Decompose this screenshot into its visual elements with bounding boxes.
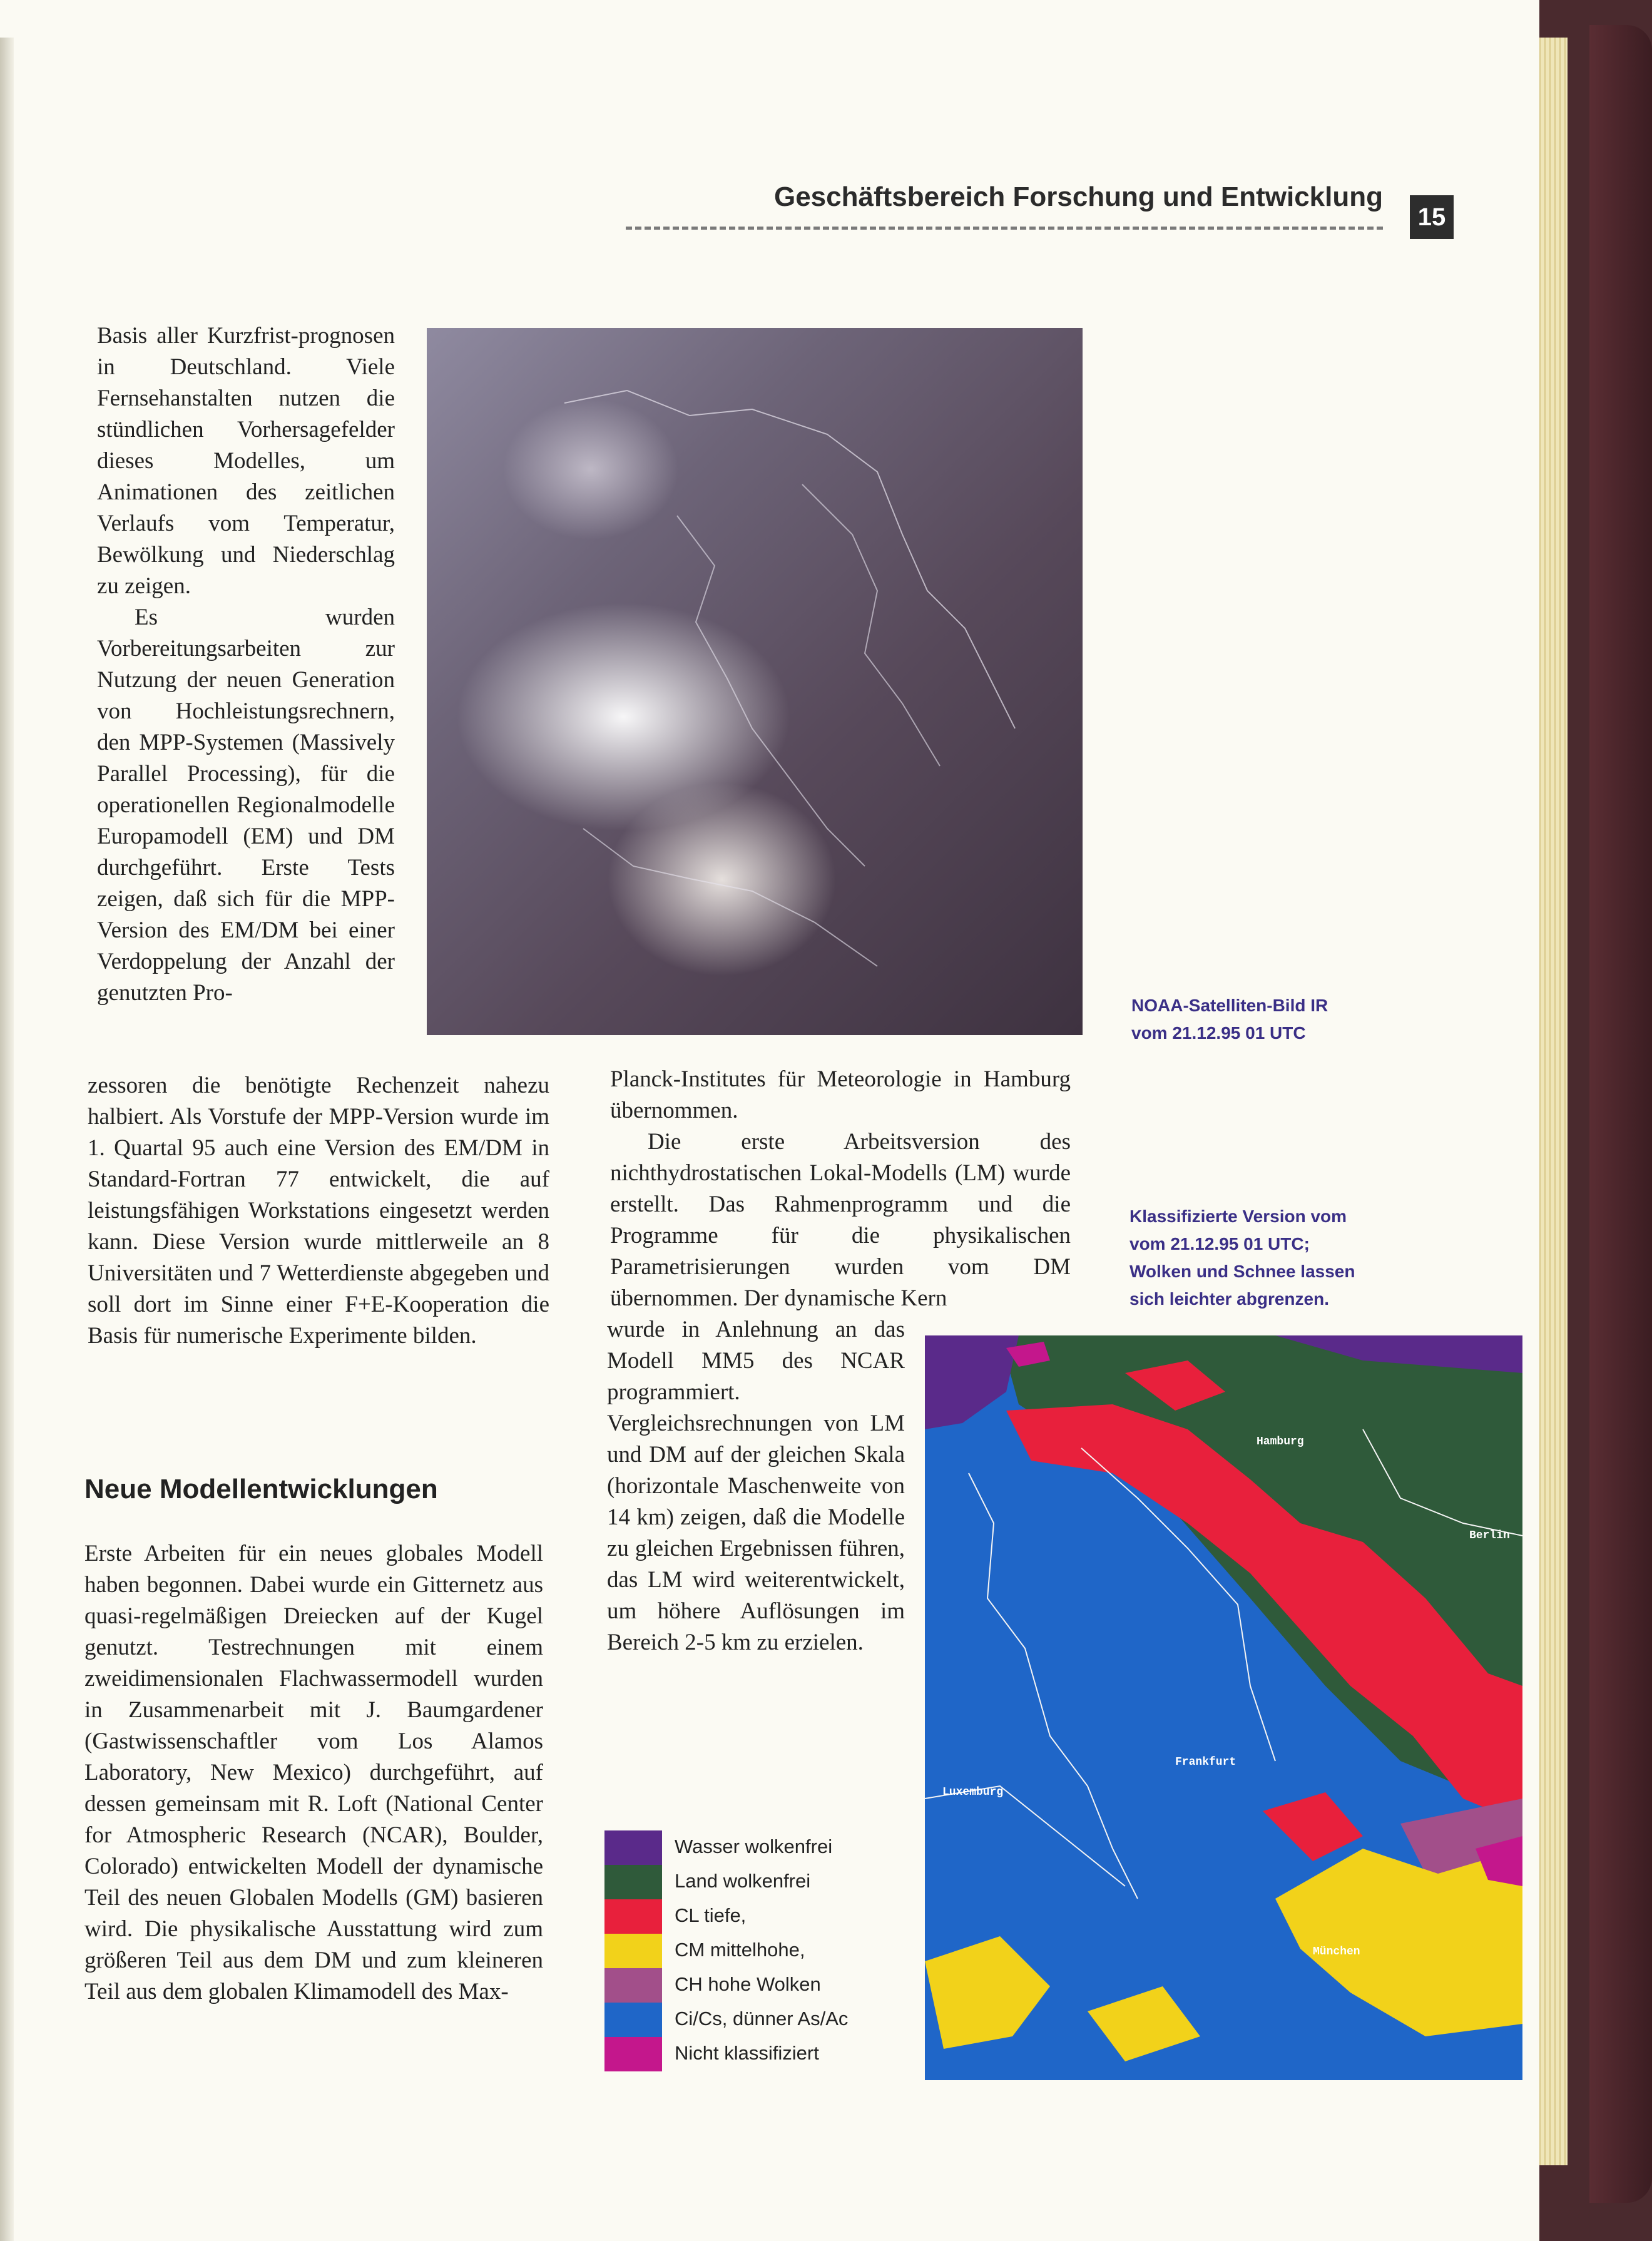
map-label-muenchen: München — [1313, 1946, 1360, 1958]
middle-column-top — [610, 1064, 1071, 1314]
legend-item — [604, 1899, 886, 1934]
paragraph: Planck-Institutes für Meteorologie in Hamburg übernommen. — [610, 1066, 1071, 1123]
caption-line: vom 21.12.95 01 UTC — [1131, 1023, 1306, 1043]
legend-item — [604, 1865, 886, 1899]
middle-column-bottom — [607, 1314, 905, 1658]
paragraph: Es wurden Vorbereitungsarbeiten zur Nutzung der neuen Generation von Hochleistungsrechnern, den MPP-Systemen (Massively Parallel Processing), für die operationellen Regionalmodelle Europamodell (EM) und DM durchgeführt. Erste Tests zeigen, daß sich für die MPP-Version des EM/DM bei einer Verdoppelung der Anzahl der genutzten Pro- — [97, 605, 395, 1006]
caption-line: Wolken und Schnee lassen — [1129, 1262, 1355, 1281]
left-column-top — [97, 320, 395, 1009]
legend-label: Land wolkenfrei — [675, 1870, 811, 1892]
classified-satellite-map — [925, 1335, 1522, 2080]
paragraph: Erste Arbeiten für ein neues globales Modell haben begonnen. Dabei wurde ein Gitternetz aus quasi-regelmäßigen Dreiecken auf der Kugel genutzt. Testrechnungen mit einem zweidimensionalen Flachwassermodell wurden in Zusammenarbeit mit J. Baumgardener (Gastwissenschaftler vom Los Alamos Laboratory, New Mexico) durchgeführt, auf dessen gemeinsam mit R. Loft (National Center for Atmospheric Research (NCAR), Boulder, Colorado) entwickelten Modell der dynamische Teil des neuen Globalen Modells (GM) basieren wird. Die physikalische Ausstattung wird zum größeren Teil aus dem DM und zum kleineren Teil aus dem globalen Klimamodell des Max- — [84, 1541, 543, 2004]
legend-item — [604, 2037, 886, 2071]
map-label-frankfurt: Frankfurt — [1175, 1756, 1236, 1769]
facing-page-edge — [0, 38, 14, 2241]
legend-swatch — [604, 1865, 662, 1899]
legend-swatch — [604, 1830, 662, 1865]
left-column-bottom — [84, 1538, 543, 2008]
legend-label: CM mittelhohe, — [675, 1939, 805, 1961]
legend-swatch — [604, 1934, 662, 1968]
header-dashed-rule — [626, 227, 1383, 230]
classified-caption — [1129, 1203, 1355, 1313]
legend-label: Wasser wolkenfrei — [675, 1835, 833, 1857]
legend-item — [604, 1968, 886, 2003]
map-label-luxemburg: Luxemburg — [942, 1786, 1004, 1799]
satellite-ir-image — [427, 328, 1083, 1035]
map-label-hamburg: Hamburg — [1257, 1436, 1304, 1448]
paragraph: Basis aller Kurzfrist-prognosen in Deutschland. Viele Fernsehanstalten nutzen die stündlichen Vorhersagefelder dieses Modelles, um Animationen des zeitlichen Verlaufs vom Temperatur, Bewölkung und Niederschlag zu zeigen. — [97, 323, 395, 599]
legend-swatch — [604, 1899, 662, 1934]
left-column-wide — [88, 1070, 549, 1352]
map-label-berlin: Berlin — [1469, 1529, 1510, 1542]
legend-item — [604, 1830, 886, 1865]
paragraph: wurde in Anlehnung an das Modell MM5 des NCAR programmiert. Vergleichsrechnungen von LM und DM auf der gleichen Skala (horizontale Maschenweite von 14 km) zeigen, daß die Modelle zu gleichen Ergebnissen führen, das LM wird weiterentwickelt, um höhere Auflösungen im Bereich 2-5 km zu erzielen. — [607, 1317, 905, 1655]
legend-swatch — [604, 2003, 662, 2037]
paragraph: Die erste Arbeitsversion des nichthydrostatischen Lokal-Modells (LM) wurde erstellt. Das Rahmenprogramm und die Programme für die physikalischen Parametrisierungen wurden vom DM übernommen. Der dynamische Kern — [610, 1129, 1071, 1311]
book-binding — [1589, 25, 1652, 2203]
legend-item — [604, 1934, 886, 1968]
caption-line: Klassifizierte Version vom — [1129, 1207, 1347, 1226]
section-heading: Neue Modellentwicklungen — [84, 1474, 438, 1504]
satellite-ir-caption — [1131, 992, 1328, 1047]
caption-line: vom 21.12.95 01 UTC; — [1129, 1234, 1310, 1253]
legend-item — [604, 2003, 886, 2037]
caption-line: NOAA-Satelliten-Bild IR — [1131, 996, 1328, 1015]
legend-label: Ci/Cs, dünner As/Ac — [675, 2008, 849, 2029]
legend-label: CH hohe Wolken — [675, 1973, 821, 1995]
section-header-title: Geschäftsbereich Forschung und Entwicklung — [773, 181, 1383, 212]
legend-label: Nicht klassifiziert — [675, 2042, 819, 2064]
legend-label: CL tiefe, — [675, 1904, 747, 1926]
paragraph: zessoren die benötigte Rechenzeit nahezu halbiert. Als Vorstufe der MPP-Version wurde im 1. Quartal 95 auch eine Version des EM/DM in Standard-Fortran 77 entwickelt, die auf leistungsfähigen Workstations eingesetzt werden kann. Diese Version wurde mittlerweile an 8 Universitäten und 7 Wetterdienste abgegeben und soll dort im Sinne einer F+E-Kooperation die Basis für numerische Experimente bilden. — [88, 1073, 549, 1349]
legend-swatch — [604, 1968, 662, 2003]
page-number-badge: 15 — [1410, 195, 1454, 239]
legend-swatch — [604, 2037, 662, 2071]
caption-line: sich leichter abgrenzen. — [1129, 1289, 1329, 1309]
